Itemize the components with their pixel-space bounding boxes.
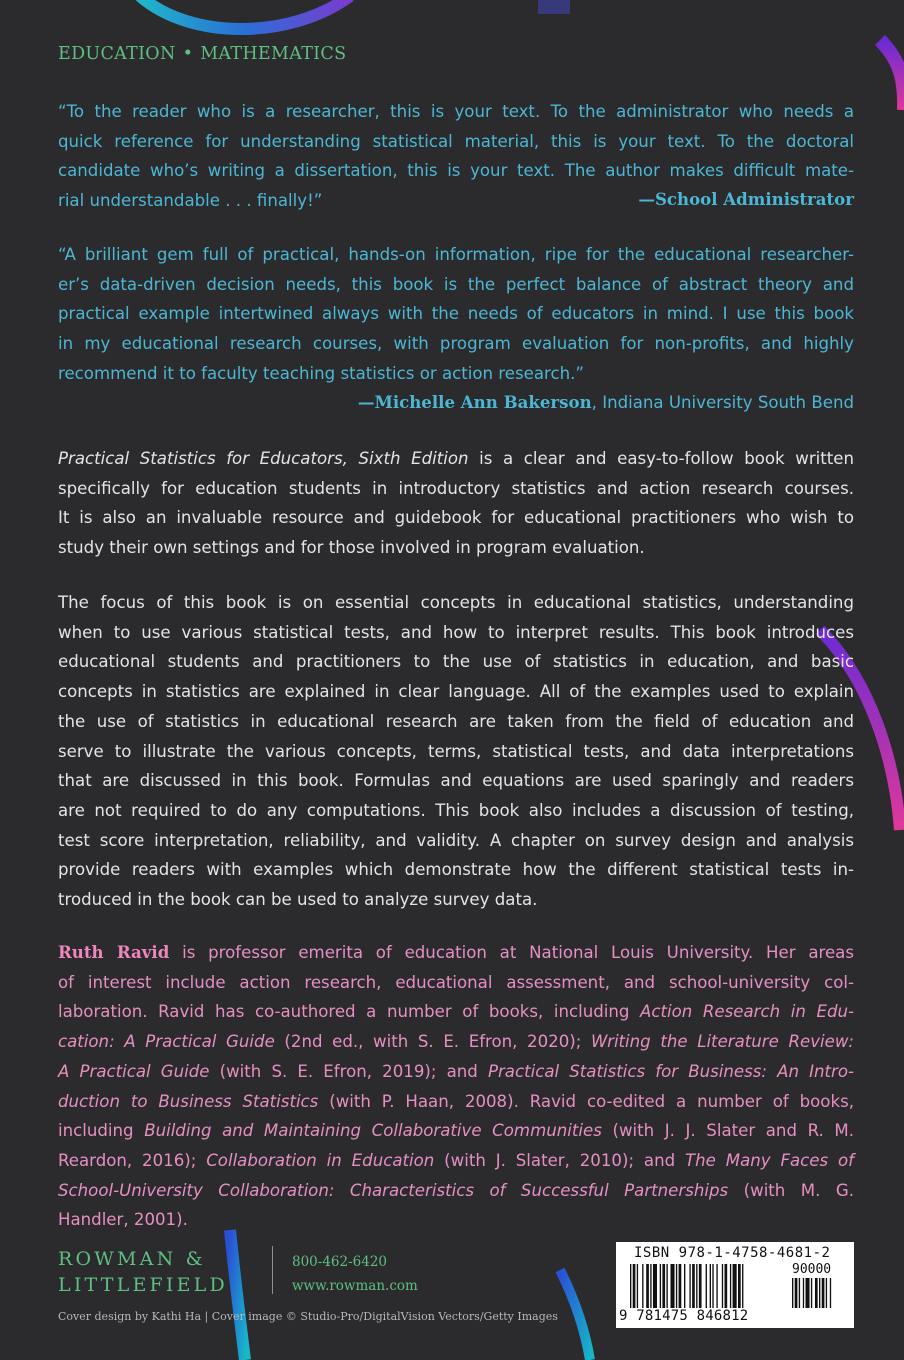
description-line: study their own settings and for those involved in program evaluation.	[58, 538, 645, 558]
endorsement-quote-2	[58, 240, 854, 389]
bio-line	[58, 1027, 854, 1057]
category-mathematics: MATHEMATICS	[200, 44, 347, 64]
quote-2-attribution	[358, 392, 854, 412]
bio-line	[58, 1146, 854, 1176]
bio-line	[58, 938, 854, 968]
bio-book-title: Action Research in Edu-	[640, 1002, 854, 1022]
description-paragraph-2	[58, 588, 854, 915]
quote-line: quick reference for understanding statistical material, this is your text. To the doctoral	[58, 131, 854, 151]
price-code: 90000	[792, 1262, 832, 1277]
description-line: It is also an invaluable resource and guidebook for educational practitioners who wish to	[58, 508, 854, 528]
bio-text: (with J. J. Slater and R. M.	[601, 1121, 854, 1141]
bio-text: Reardon, 2016);	[58, 1150, 207, 1170]
attribution-name: School Administrator	[654, 189, 854, 209]
description-line: concepts in statistics are explained in clear language. All of the examples used to explain	[58, 682, 854, 702]
publisher-contact	[292, 1250, 418, 1298]
publisher-website: www.rowman.com	[292, 1278, 418, 1294]
attribution-affiliation: , Indiana University South Bend	[591, 393, 854, 412]
quote-line: practical example intertwined always with the needs of educators in mind. I use this book	[58, 304, 854, 324]
bio-book-title: Collaboration in Education	[206, 1150, 435, 1170]
ean-digits: 9 781475 846812	[619, 1308, 749, 1324]
book-title: Practical Statistics for Educators, Sixth Edition	[58, 449, 469, 468]
bio-text: (2nd ed., with S. E. Efron, 2020);	[274, 1032, 591, 1052]
description-line: that are discussed in this book. Formulas and equations are used sparingly and readers	[58, 771, 854, 791]
bio-line: Handler, 2001).	[58, 1210, 188, 1230]
publisher-phone: 800-462-6420	[292, 1254, 388, 1270]
publisher-logo	[58, 1246, 228, 1298]
bio-line	[58, 1087, 854, 1117]
bio-line: of interest include action research, educational assessment, and school-university col-	[58, 972, 854, 992]
description-line: educational students and practitioners to the use of statistics in education, and basic	[58, 652, 854, 672]
bio-line	[58, 1116, 854, 1146]
description-line: specifically for education students in introductory statistics and action research courses.	[58, 478, 854, 498]
description-paragraph-1	[58, 444, 854, 563]
attribution-dash: —	[357, 392, 375, 412]
quote-line: er’s data-driven decision needs, this book is the perfect balance of abstract theory and	[58, 274, 854, 294]
barcode-bars-icon	[630, 1264, 840, 1308]
quote-line: in my educational research courses, with program evaluation for non-profits, and highly	[58, 334, 854, 354]
author-name: Ruth Ravid	[58, 942, 170, 962]
bio-book-title: cation: A Practical Guide	[58, 1032, 275, 1052]
description-line: the use of statistics in educational research are taken from the field of education and	[58, 711, 854, 731]
description-line: test score interpretation, reliability, and validity. A chapter on survey design and analysis	[58, 830, 854, 850]
quote-line: candidate who’s writing a dissertation, this is your text. The author makes difficult mate-	[58, 161, 854, 181]
bio-text: (with M. G.	[728, 1180, 854, 1200]
cover-credit: Cover design by Kathi Ha | Cover image © Studio-Pro/DigitalVision Vectors/Getty Images	[58, 1310, 558, 1323]
description-line: when to use various statistical tests, and how to interpret results. This book introduces	[58, 622, 854, 642]
quote-line: “To the reader who is a researcher, this is your text. To the administrator who needs a	[58, 102, 854, 121]
bio-book-title: A Practical Guide	[58, 1061, 210, 1081]
quote-line: rial understandable . . . finally!”	[58, 191, 323, 211]
attribution-dash: —	[638, 189, 655, 209]
publisher-name-line-1: ROWMAN &	[58, 1248, 206, 1270]
author-bio	[58, 938, 854, 1235]
description-line: are not required to do any computations. This book also includes a discussion of testing,	[58, 800, 854, 820]
bio-text: including	[58, 1121, 145, 1141]
bio-line	[58, 1176, 854, 1206]
publisher-name-line-2: LITTLEFIELD	[58, 1274, 228, 1296]
bio-text: laboration. Ravid has co-authored a number of books, including	[58, 1002, 641, 1022]
attribution-name: Michelle Ann Bakerson	[374, 392, 592, 412]
bio-book-title: Writing the Literature Review:	[591, 1032, 854, 1052]
publisher-divider	[272, 1246, 273, 1294]
category-education: EDUCATION	[58, 44, 176, 64]
bio-line	[58, 1057, 854, 1087]
description-line	[58, 444, 854, 474]
bio-book-title: Building and Maintaining Collaborative Communities	[144, 1121, 602, 1141]
description-text: is a clear and easy-to-follow book written	[468, 449, 855, 468]
description-line: troduced in the book can be used to analyze survey data.	[58, 890, 538, 910]
bio-text: (with S. E. Efron, 2019); and	[209, 1061, 488, 1081]
description-line: The focus of this book is on essential concepts in educational statistics, understanding	[58, 593, 854, 612]
bio-book-title: The Many Faces of	[685, 1150, 854, 1170]
quote-1-attribution	[638, 189, 854, 209]
quote-line: recommend it to faculty teaching statistics or action research.”	[58, 363, 584, 383]
description-line: serve to illustrate the various concepts, terms, statistical tests, and data interpretations	[58, 741, 854, 761]
bio-book-title: Practical Statistics for Business: An Intro-	[487, 1061, 854, 1081]
bio-text: is professor emerita of education at National Louis University. Her areas	[169, 943, 854, 962]
isbn-label: ISBN 978-1-4758-4681-2	[634, 1245, 831, 1261]
bio-text: (with J. Slater, 2010); and	[434, 1150, 686, 1170]
category-label	[58, 44, 346, 64]
bio-line	[58, 997, 854, 1027]
isbn-barcode	[616, 1242, 854, 1328]
bio-book-title: School-University Collaboration: Characteristics of Successful Partnerships	[58, 1180, 729, 1200]
bio-book-title: duction to Business Statistics	[58, 1091, 319, 1111]
quote-line: “A brilliant gem full of practical, hands-on information, ripe for the educational researcher-	[58, 245, 854, 264]
category-separator: •	[182, 44, 194, 64]
description-line: provide readers with examples which demonstrate how the different statistical tests in-	[58, 860, 854, 880]
bio-text: (with P. Haan, 2008). Ravid co-edited a number of books,	[318, 1091, 854, 1111]
